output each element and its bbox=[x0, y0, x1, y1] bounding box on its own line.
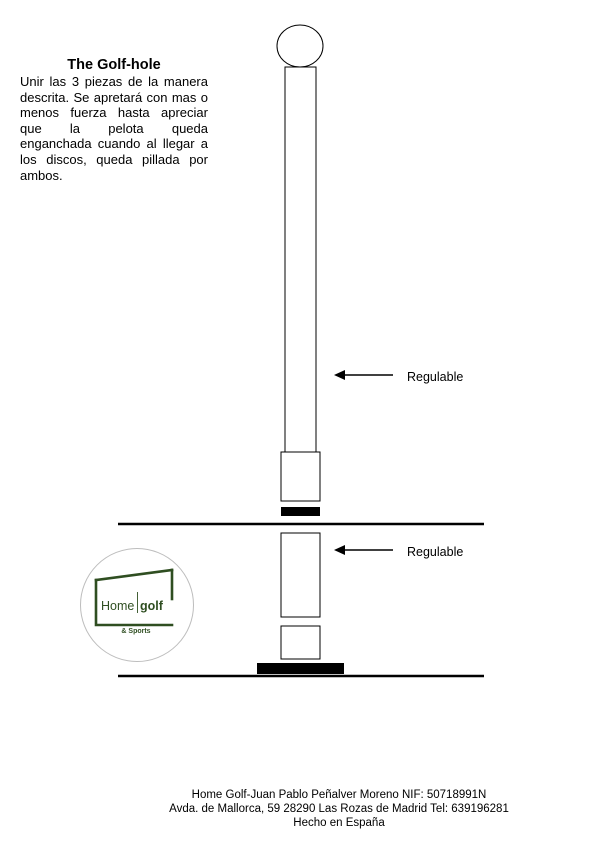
lower-tube bbox=[281, 533, 320, 617]
document-title: The Golf-hole bbox=[67, 57, 161, 73]
logo-word-home: Home bbox=[101, 599, 135, 613]
footer-made-in-line: Hecho en España bbox=[293, 817, 385, 830]
logo-word-golf: golf bbox=[140, 599, 163, 613]
adjustable-label-lower: Regulable bbox=[407, 545, 464, 559]
footer-company-line: Home Golf-Juan Pablo Peñalver Moreno NIF: 50718991N bbox=[191, 789, 487, 801]
golf-ball bbox=[277, 25, 323, 67]
home-golf-logo bbox=[79, 547, 195, 663]
assembly-instructions: Unir las 3 piezas de la manera descrita. Se apretará con mas o menos fuerza hasta apreciar que la pelota queda enganchada cuando al llegar a los discos, queda pillada por ambos. bbox=[20, 74, 208, 183]
upper-disc bbox=[281, 507, 320, 516]
footer-address-line: Avda. de Mallorca, 59 28290 Las Rozas de Madrid Tel: 639196281 bbox=[169, 803, 509, 816]
logo-tagline: & Sports bbox=[121, 628, 151, 635]
adjustable-label-upper: Regulable bbox=[407, 370, 464, 384]
base-disc bbox=[257, 663, 344, 674]
upper-tube bbox=[285, 67, 316, 453]
upper-connector-piece bbox=[281, 452, 320, 501]
arrow-left-icon bbox=[334, 370, 393, 380]
footer bbox=[120, 788, 558, 831]
lower-connector-piece bbox=[281, 626, 320, 659]
arrow-left-icon bbox=[334, 545, 393, 555]
